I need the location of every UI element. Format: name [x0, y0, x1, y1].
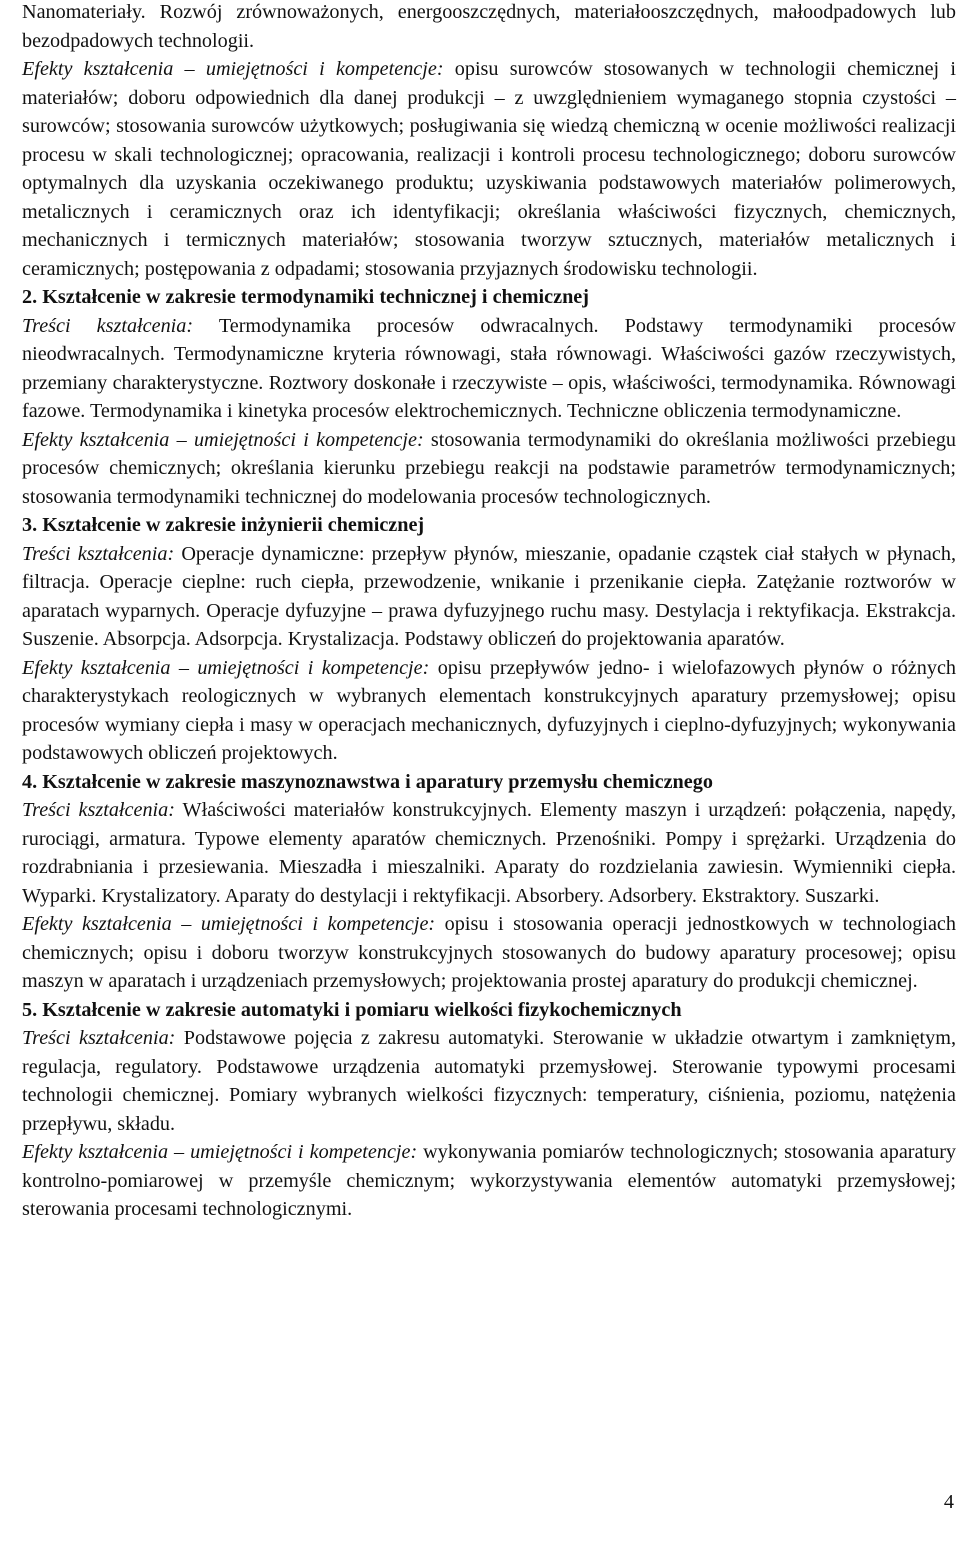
section-heading: 2. Kształcenie w zakresie termodynamiki technicznej i chemicznej: [22, 286, 589, 308]
intro-paragraph: Nanomateriały. Rozwój zrównoważonych, energooszczędnych, materiałooszczędnych, małoodpadowych lub bezodpadowych technologii.: [22, 1, 956, 52]
content-text: Właściwości materiałów konstrukcyjnych. Elementy maszyn i urządzeń: połączenia, napędy, rurociągi, armatura. Typowe elementy aparatów chemicznych. Przenośniki. Pompy i sprężarki. Urządzenia do rozdrabniania i przesiewania. Mieszadła i mieszalniki. Aparaty do rozdzielania zawiesin. Wymienniki ciepła. Wyparki. Krystalizatory. Aparaty do destylacji i rektyfikacji. Absorbery. Adsorbery. Ekstraktory. Suszarki.: [22, 799, 956, 907]
content-label: Treści kształcenia:: [22, 542, 175, 565]
effects-label: Efekty kształcenia – umiejętności i kompetencje:: [22, 428, 424, 451]
content-paragraph: [22, 796, 956, 910]
content-text: Operacje dynamiczne: przepływ płynów, mieszanie, opadanie cząstek ciał stałych w płynach, filtracja. Operacje cieplne: ruch ciepła, przewodzenie, wnikanie i przenikanie ciepła. Zatężanie roztworów w aparatach wyparnych. Operacje dyfuzyjne – prawa dyfuzyjnego ruchu masy. Destylacja i rektyfikacja. Ekstrakcja. Suszenie. Absorpcja. Adsorpcja. Krystalizacja. Podstawy obliczeń do projektowania aparatów.: [22, 542, 956, 650]
content-label: Treści kształcenia:: [22, 1027, 176, 1049]
effects-paragraph: [22, 1138, 956, 1224]
effects-text: opisu surowców stosowanych w technologii chemicznej i materiałów; doboru odpowiednich dla danej produkcji – z uwzględnieniem wymaganego stopnia czystości – surowców; stosowania surowców użytkowych; posługiwania się wiedzą chemiczną w ocenie możliwości realizacji procesu w skali technologicznej; opracowania, realizacji i kontroli procesu technologicznego; doboru surowców optymalnych dla uzyskania oczekiwanego produktu; uzyskiwania podstawowych materiałów polimerowych, metalicznych i ceramicznych oraz ich identyfikacji; określania właściwości fizycznych, chemicznych, mechanicznych i termicznych materiałów; stosowania tworzyw sztucznych, materiałów metalicznych i ceramicznych; postępowania z odpadami; stosowania przyjaznych środowisku technologii.: [22, 58, 956, 280]
effects-label: Efekty kształcenia – umiejętności i kompetencje:: [22, 913, 436, 935]
content-text: Termodynamika procesów odwracalnych. Podstawy termodynamiki procesów nieodwracalnych. Termodynamiczne kryteria równowagi, stała równowagi. Właściwości gazów rzeczywistych, przemiany charakterystyczne. Roztwory doskonałe i rzeczywiste – opis, właściwości, termodynamika. Równowagi fazowe. Termodynamika i kinetyka procesów elektrochemicznych. Techniczne obliczenia termodynamiczne.: [22, 314, 957, 422]
section-heading: 5. Kształcenie w zakresie automatyki i pomiaru wielkości fizykochemicznych: [22, 998, 682, 1021]
effects-paragraph: [22, 654, 956, 768]
effects-text: opisu i stosowania operacji jednostkowych w technologiach chemicznych; opisu i doboru tworzyw konstrukcyjnych stosowanych do budowy aparatury procesowej; opisu maszyn w aparatach i urządzeniach przemysłowych; projektowania prostej aparatury do produkcji chemicznej.: [22, 913, 956, 992]
content-label: Treści kształcenia:: [22, 799, 175, 821]
section-heading: 4. Kształcenie w zakresie maszynoznawstwa i aparatury przemysłu chemicznego: [22, 770, 713, 793]
page-number: 4: [943, 1491, 954, 1513]
content-text: Podstawowe pojęcia z zakresu automatyki. Sterowanie w układzie otwartym i zamkniętym, regulacja, regulatory. Podstawowe urządzenia automatyki przemysłowej. Sterowanie typowymi procesami technologii chemicznej. Pomiary wybranych wielkości fizycznych: temperatury, ciśnienia, poziomu, natężenia przepływu, składu.: [22, 1027, 956, 1135]
effects-paragraph: [22, 426, 956, 512]
effects-text: opisu przepływów jedno- i wielofazowych płynów o różnych charakterystykach reologicznych w wybranych elementach konstrukcyjnych aparatury przemysłowej; opisu procesów wymiany ciepła i masy w operacjach mechanicznych, dyfuzyjnych i cieplno-dyfuzyjnych; wykonywania podstawowych obliczeń projektowych.: [22, 656, 956, 764]
section-heading: 3. Kształcenie w zakresie inżynierii chemicznej: [22, 514, 425, 536]
effects-text: stosowania termodynamiki do określania możliwości przebiegu procesów chemicznych; określania kierunku przebiegu reakcji na podstawie parametrów termodynamicznych; stosowania termodynamiki technicznej do modelowania procesów technologicznych.: [22, 428, 957, 508]
content-label: Treści kształcenia:: [22, 314, 194, 337]
effects-label: Efekty kształcenia – umiejętności i kompetencje:: [22, 58, 444, 80]
content-paragraph: [22, 1024, 956, 1138]
effects-label: Efekty kształcenia – umiejętności i kompetencje:: [22, 656, 430, 679]
effects-text: wykonywania pomiarów technologicznych; stosowania aparatury kontrolno-pomiarowej w przemyśle chemicznym; wykorzystywania elementów automatyki przemysłowej; sterowania procesami technologicznymi.: [22, 1141, 957, 1220]
content-paragraph: [22, 312, 956, 426]
content-paragraph: [22, 540, 956, 654]
effects-paragraph: [22, 910, 956, 996]
effects-label: Efekty kształcenia – umiejętności i kompetencje:: [22, 1141, 418, 1163]
document-page: [22, 0, 956, 1224]
intro-effects-paragraph: [22, 55, 956, 283]
